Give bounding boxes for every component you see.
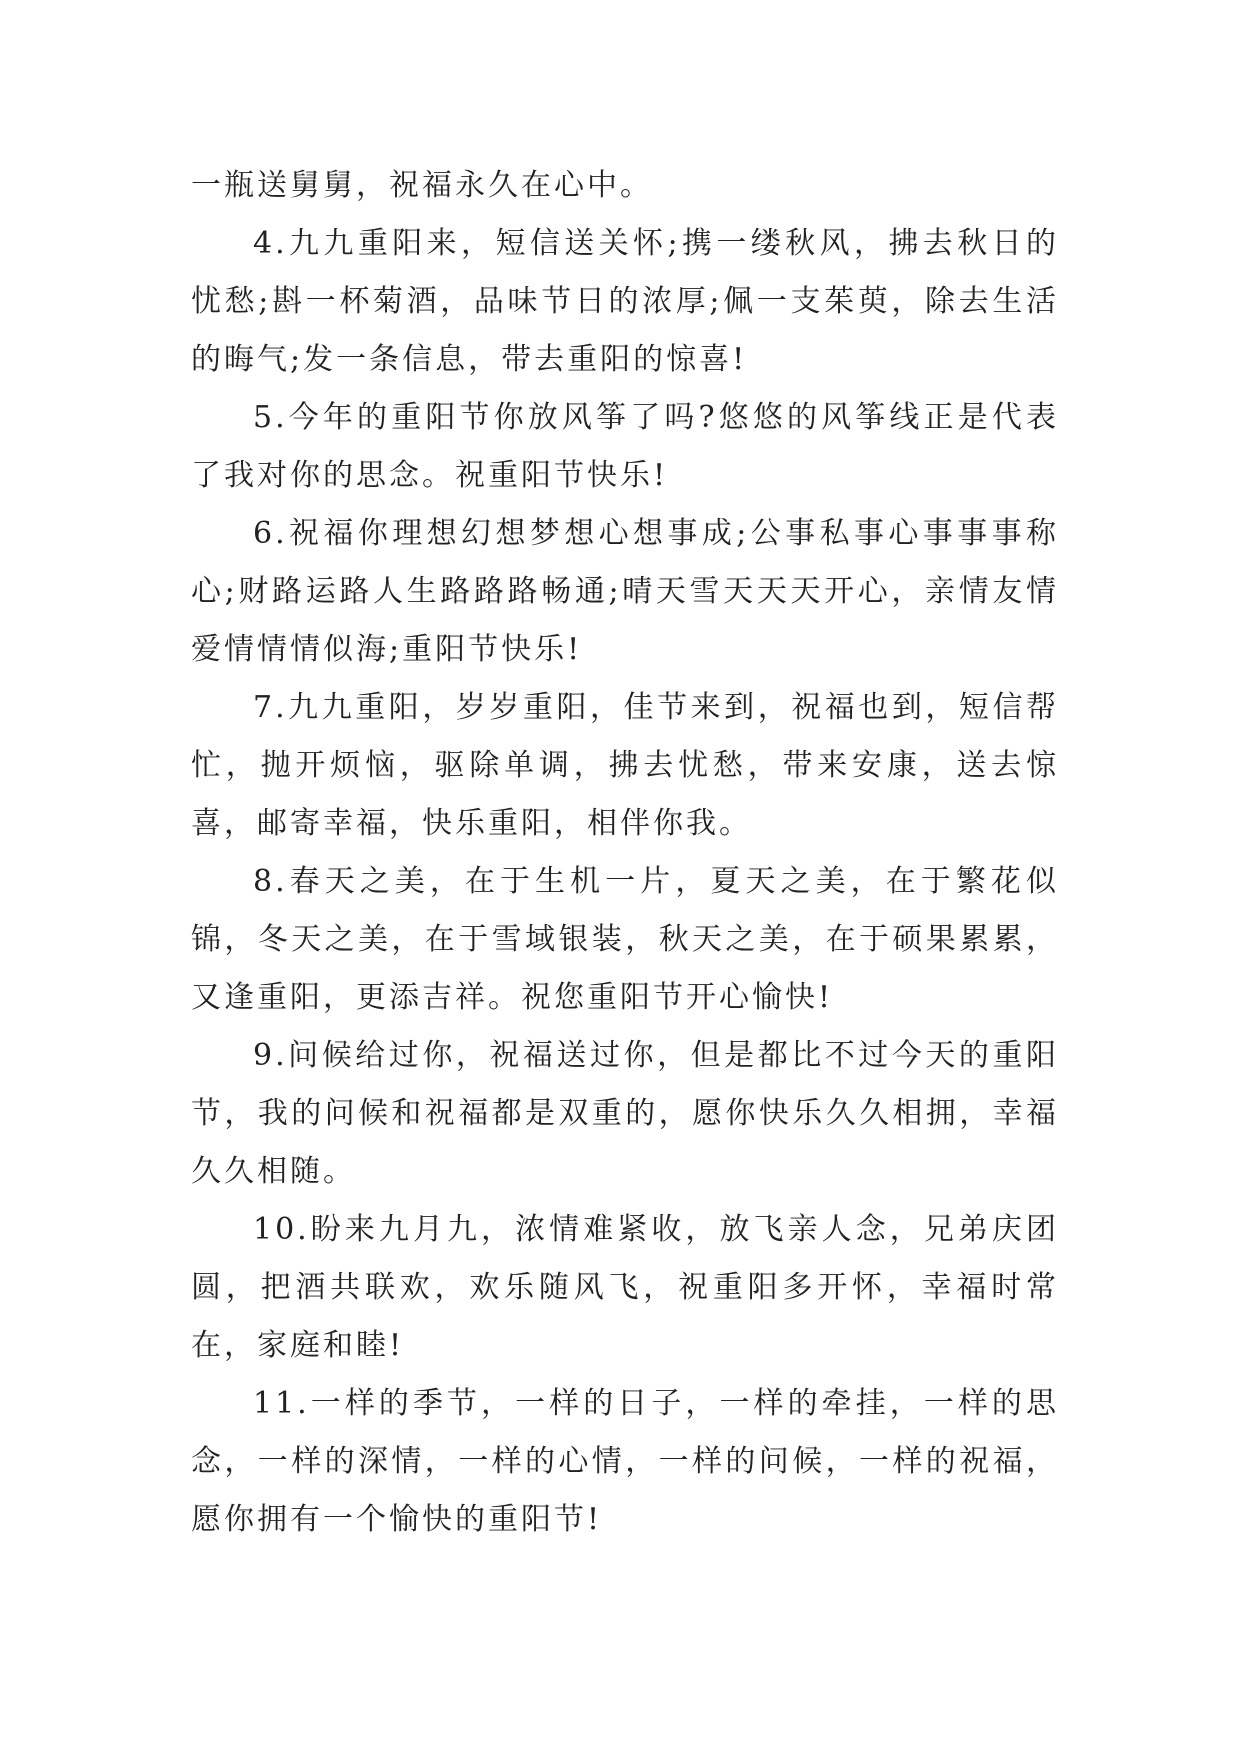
paragraph-item-5: 5.今年的重阳节你放风筝了吗?悠悠的风筝线正是代表了我对你的思念。祝重阳节快乐! xyxy=(191,400,1059,493)
paragraph-item-6: 6.祝福你理想幻想梦想心想事成;公事私事心事事事称心;财路运路人生路路路畅通;晴天雪天天天开心，亲情友情爱情情情似海;重阳节快乐! xyxy=(191,516,1059,667)
document-body xyxy=(191,157,1059,1549)
paragraph-item-4: 4.九九重阳来，短信送关怀;携一缕秋风，拂去秋日的忧愁;斟一杯菊酒，品味节日的浓厚;佩一支茱萸，除去生活的晦气;发一条信息，带去重阳的惊喜! xyxy=(191,226,1059,377)
paragraph-item-8: 8.春天之美，在于生机一片，夏天之美，在于繁花似锦，冬天之美，在于雪域银装，秋天之美，在于硕果累累，又逢重阳，更添吉祥。祝您重阳节开心愉快! xyxy=(191,864,1059,1015)
paragraph-item-10: 10.盼来九月九，浓情难紧收，放飞亲人念，兄弟庆团圆，把酒共联欢，欢乐随风飞，祝重阳多开怀，幸福时常在，家庭和睦! xyxy=(191,1212,1059,1363)
paragraph-continuation: 一瓶送舅舅，祝福永久在心中。 xyxy=(191,168,653,203)
paragraph-item-7: 7.九九重阳，岁岁重阳，佳节来到，祝福也到，短信帮忙，抛开烦恼，驱除单调，拂去忧愁，带来安康，送去惊喜，邮寄幸福，快乐重阳，相伴你我。 xyxy=(191,690,1059,841)
paragraph-item-9: 9.问候给过你，祝福送过你，但是都比不过今天的重阳节，我的问候和祝福都是双重的，愿你快乐久久相拥，幸福久久相随。 xyxy=(191,1038,1059,1189)
paragraph-item-11: 11.一样的季节，一样的日子，一样的牵挂，一样的思念，一样的深情，一样的心情，一样的问候，一样的祝福，愿你拥有一个愉快的重阳节! xyxy=(191,1386,1059,1537)
